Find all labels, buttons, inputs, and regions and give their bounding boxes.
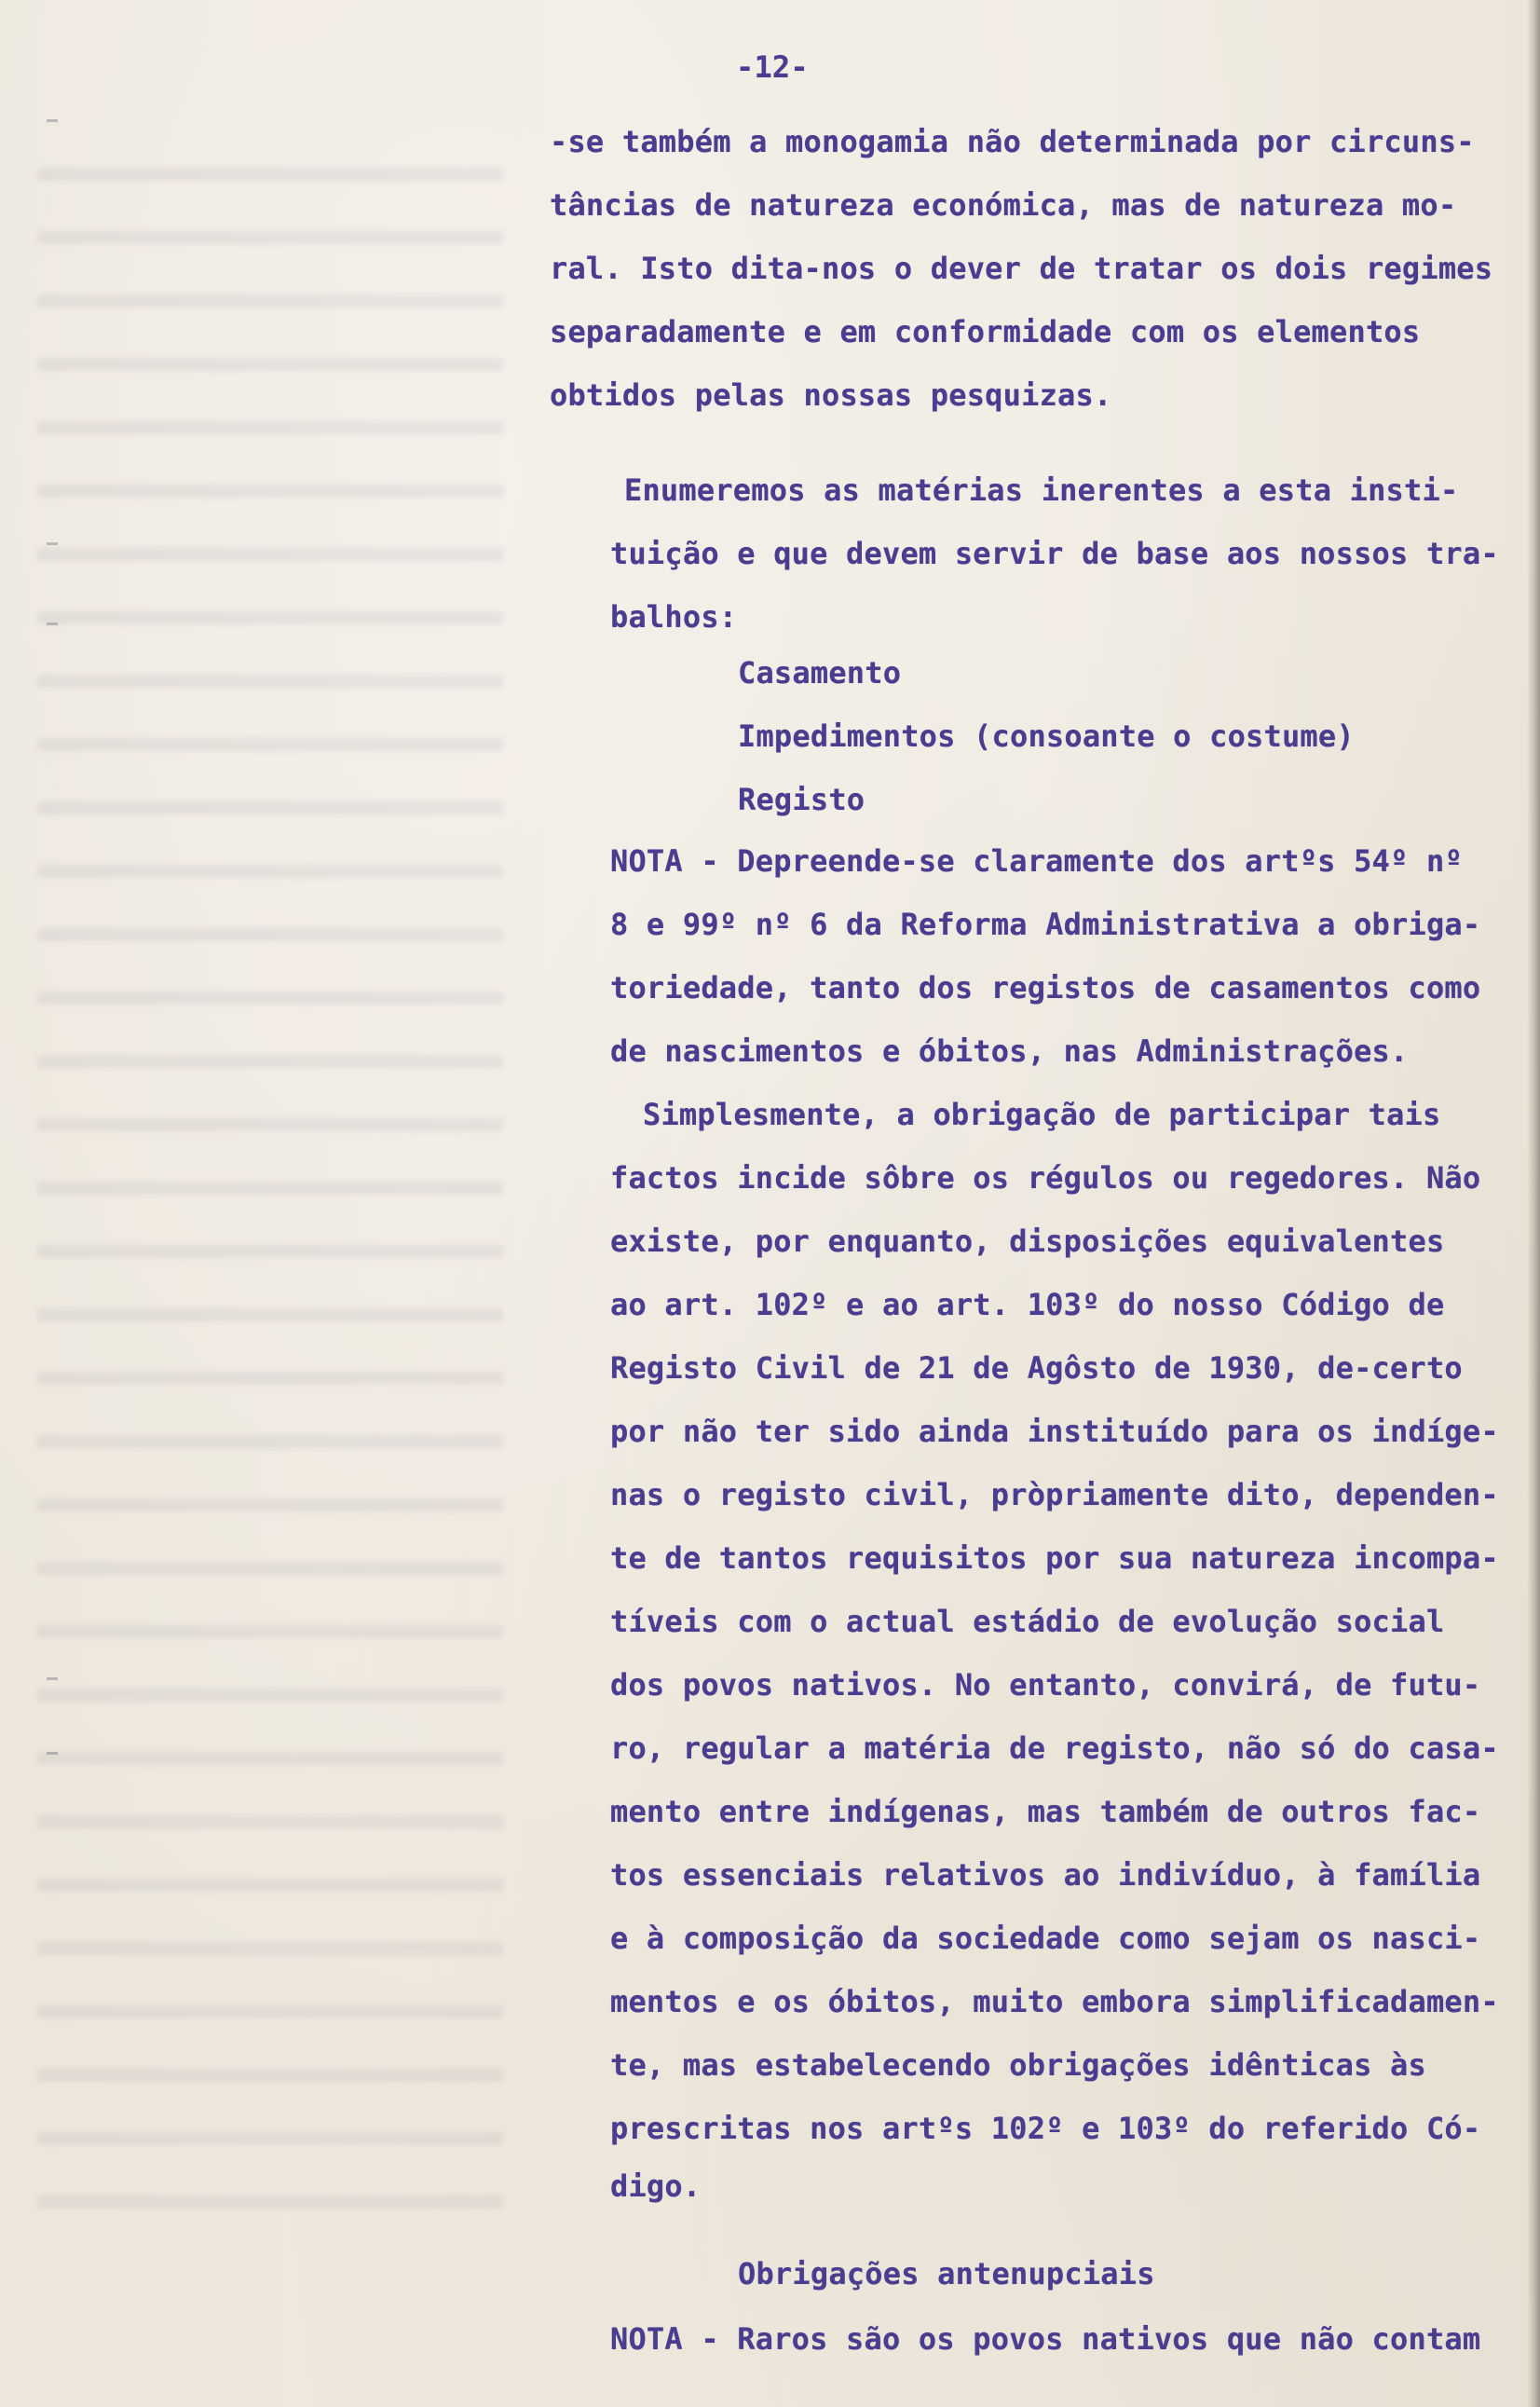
- paragraph-3-line-13: tos essenciais relativos ao indivíduo, à família: [610, 1857, 1481, 1893]
- paragraph-3-line-3: existe, por enquanto, disposições equivalentes: [610, 1224, 1445, 1259]
- paragraph-3-line-16: te, mas estabelecendo obrigações idênticas às: [610, 2047, 1426, 2083]
- margin-mark: [47, 542, 58, 545]
- margin-mark: [47, 622, 58, 625]
- paragraph-3-line-18: digo.: [610, 2168, 702, 2204]
- paragraph-1-line-5: obtidos pelas nossas pesquizas.: [550, 377, 1112, 413]
- paragraph-3-line-8: te de tantos requisitos por sua natureza incompa-: [610, 1540, 1499, 1576]
- paragraph-3-line-10: dos povos nativos. No entanto, convirá, de futu-: [610, 1667, 1481, 1703]
- list-item-casamento: Casamento: [738, 655, 902, 691]
- paragraph-3-line-5: Registo Civil de 21 de Agôsto de 1930, de-certo: [610, 1350, 1463, 1386]
- paragraph-3-line-1: Simplesmente, a obrigação de participar tais: [643, 1097, 1441, 1132]
- note-1-line-1: NOTA - Depreende-se claramente dos artºs 54º nº: [610, 843, 1463, 879]
- list-item-impedimentos: Impedimentos (consoante o costume): [738, 718, 1355, 754]
- paragraph-1-line-1: -se também a monogamia não determinada por circuns-: [550, 124, 1475, 159]
- bleed-through-text: [37, 168, 503, 2218]
- paragraph-3-line-4: ao art. 102º e ao art. 103º do nosso Código de: [610, 1287, 1445, 1322]
- paragraph-1-line-4: separadamente e em conformidade com os elementos: [550, 314, 1421, 349]
- page-number: -12-: [736, 49, 809, 85]
- paragraph-1-line-3: ral. Isto dita-nos o dever de tratar os dois regimes: [550, 251, 1493, 286]
- page-edge-shadow: [1527, 0, 1540, 2407]
- margin-mark: [47, 1677, 58, 1680]
- paragraph-3-line-15: mentos e os óbitos, muito embora simplificadamen-: [610, 1984, 1499, 2019]
- paragraph-2-line-2: tuição e que devem servir de base aos nossos tra-: [610, 536, 1499, 571]
- paragraph-3-line-6: por não ter sido ainda instituído para os indíge-: [610, 1414, 1499, 1449]
- note-1-line-3: toriedade, tanto dos registos de casamentos como: [610, 970, 1481, 1005]
- paragraph-3-line-12: mento entre indígenas, mas também de outros fac-: [610, 1794, 1481, 1829]
- paragraph-2-line-1: Enumeremos as matérias inerentes a esta insti-: [624, 472, 1459, 508]
- note-2-line-1: NOTA - Raros são os povos nativos que não contam: [610, 2321, 1481, 2357]
- heading-obrigacoes-antenupciais: Obrigações antenupciais: [738, 2256, 1155, 2291]
- paragraph-3-line-9: tíveis com o actual estádio de evolução social: [610, 1604, 1445, 1639]
- paragraph-3-line-11: ro, regular a matéria de registo, não só do casa-: [610, 1730, 1499, 1766]
- paragraph-3-line-14: e à composição da sociedade como sejam os nasci-: [610, 1921, 1481, 1956]
- paragraph-1-line-2: tâncias de natureza económica, mas de natureza mo-: [550, 187, 1457, 223]
- margin-mark: [47, 1752, 58, 1755]
- margin-mark: [47, 119, 58, 122]
- paragraph-3-line-2: factos incide sôbre os régulos ou regedores. Não: [610, 1160, 1481, 1196]
- paragraph-3-line-7: nas o registo civil, pròpriamente dito, dependen-: [610, 1477, 1499, 1512]
- note-1-line-4: de nascimentos e óbitos, nas Administrações.: [610, 1033, 1409, 1069]
- note-1-line-2: 8 e 99º nº 6 da Reforma Administrativa a obriga-: [610, 907, 1481, 942]
- list-item-registo: Registo: [738, 782, 865, 817]
- paragraph-3-line-17: prescritas nos artºs 102º e 103º do referido Có-: [610, 2111, 1481, 2146]
- paragraph-2-line-3: balhos:: [610, 599, 738, 635]
